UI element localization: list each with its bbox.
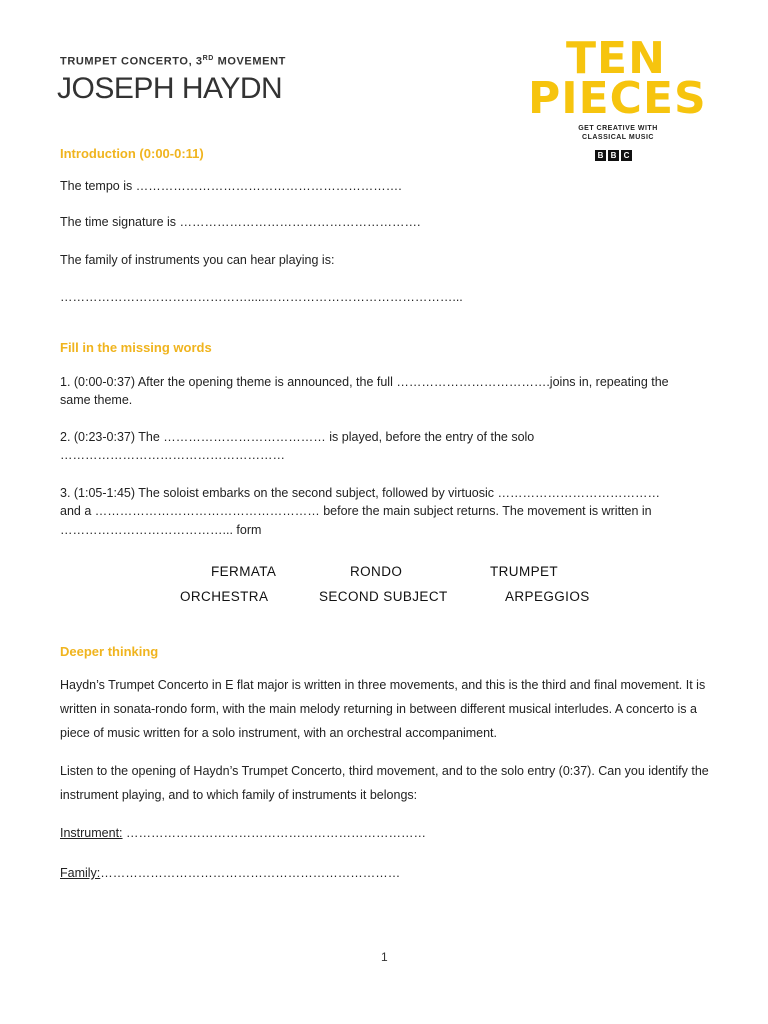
bbc-block: B — [608, 150, 619, 161]
document-subtitle — [60, 55, 286, 68]
word-bank-item: ARPEGGIOS — [505, 589, 590, 604]
deeper-thinking-heading: Deeper thinking — [60, 644, 159, 659]
logo-tagline-1: GET CREATIVE WITH — [578, 125, 658, 132]
bbc-block: B — [595, 150, 606, 161]
page-number: 1 — [381, 950, 388, 964]
deeper-paragraph-2: Listen to the opening of Haydn’s Trumpet Concerto, third movement, and to the solo entry (0:37). Can you identify the instrument playing, and to which family of instruments it belongs: — [60, 764, 709, 802]
logo-tagline — [566, 124, 670, 142]
bbc-logo — [595, 150, 632, 161]
logo-tagline-2: CLASSICAL MUSIC — [582, 134, 654, 141]
ten-pieces-logo — [528, 33, 707, 168]
question-2-line-2: ……………………………………………… — [60, 448, 285, 462]
subtitle-text: TRUMPET CONCERTO, 3 — [60, 55, 203, 68]
logo-line-pieces: PIECES — [528, 73, 707, 124]
question-1-line-1: 1. (0:00-0:37) After the opening theme is announced, the full ……………………………….joins in, repeating the — [60, 375, 669, 389]
family-prompt: The family of instruments you can hear playing is: — [60, 253, 335, 267]
instrument-answer-line — [60, 826, 426, 840]
question-2-line-1: 2. (0:23-0:37) The ………………………………… is played, before the entry of the solo — [60, 430, 535, 444]
logo-line-ten: TEN — [566, 33, 666, 84]
introduction-heading: Introduction (0:00-0:11) — [60, 146, 204, 161]
family-answer-line — [60, 866, 400, 880]
subtitle-end: MOVEMENT — [213, 55, 286, 68]
time-signature-question: The time signature is …………………………………………………. — [60, 215, 421, 229]
family-label: Family: — [60, 866, 101, 880]
tempo-question: The tempo is ………………………………………………………. — [60, 179, 402, 193]
word-bank-item: FERMATA — [211, 564, 277, 579]
instrument-label: Instrument: — [60, 826, 123, 840]
instrument-blank: ……………………………………………………………… — [122, 826, 427, 840]
subtitle-ordinal: RD — [202, 55, 214, 62]
document-title: JOSEPH HAYDN — [57, 72, 283, 105]
question-1-line-2: same theme. — [60, 393, 133, 407]
question-3-line-1: 3. (1:05-1:45) The soloist embarks on the second subject, followed by virtuosic ………………………………… — [60, 486, 660, 500]
bbc-block: C — [621, 150, 632, 161]
missing-words-heading: Fill in the missing words — [60, 340, 212, 355]
word-bank-item: ORCHESTRA — [180, 589, 269, 604]
family-blank: ……………………………………………………………… — [100, 866, 401, 880]
family-answer-blank: ……………………………………….....………………………………………... — [60, 290, 463, 304]
question-3-line-3: …………………………………... form — [60, 523, 262, 537]
word-bank-item: TRUMPET — [490, 564, 559, 579]
word-bank-item: SECOND SUBJECT — [319, 589, 448, 604]
deeper-paragraph-1: Haydn’s Trumpet Concerto in E flat major is written in three movements, and this is the third and final movement. It is written in sonata-rondo form, with the main melody returning in between different musical interludes. A concerto is a piece of music written for a solo instrument, with an orchestral accompaniment. — [60, 678, 706, 740]
word-bank-item: RONDO — [350, 564, 403, 579]
question-3-line-2: and a ……………………………………………… before the main subject returns. The movement is written in — [60, 504, 652, 518]
